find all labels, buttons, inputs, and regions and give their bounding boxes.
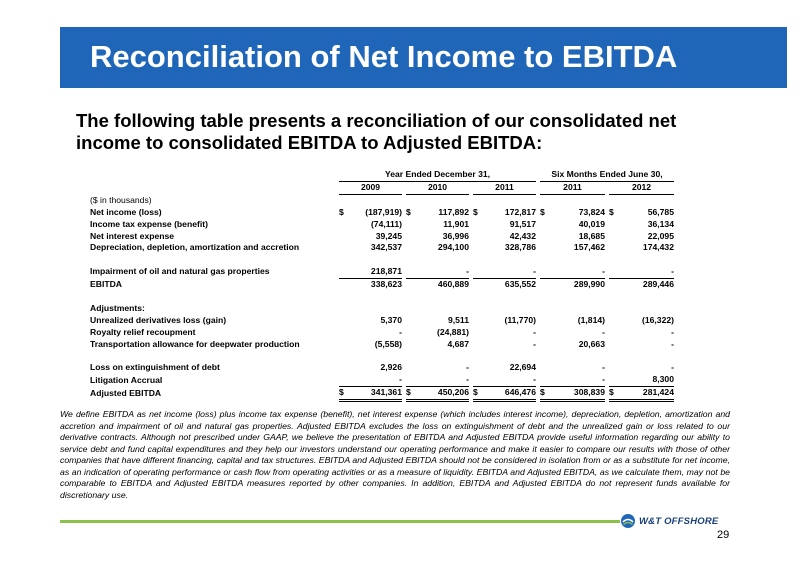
currency-symbol — [609, 254, 619, 266]
currency-symbol — [540, 291, 550, 303]
table-row — [90, 279, 674, 291]
table-row — [90, 254, 674, 266]
currency-symbol — [473, 303, 483, 315]
value-cell: - — [671, 362, 674, 373]
page-number: 29 — [717, 529, 730, 541]
value-cell: 646,476 — [483, 387, 536, 401]
currency-symbol — [540, 254, 550, 266]
currency-symbol — [406, 351, 416, 363]
value-cell — [416, 291, 469, 303]
value-cell: 36,996 — [442, 230, 469, 241]
value-cell: - — [466, 362, 469, 373]
currency-symbol — [473, 242, 483, 254]
ebitda-definition-text: We define EBITDA as net income (loss) plus income tax expense (benefit), net interest expense (which includes interest income), depreciation, depletion, amortization and accretion and impairment of oil and natural gas properties. Adjusted EBITDA excludes the loss on extinguishment of debt and the unrealized gain or loss related to our derivative contracts. Although not prescribed under GAAP, we believe the presentation of EBITDA and Adjusted EBITDA provide useful information regarding our ability to service debt and fund capital expenditures and they help our investors understand our operating performance and make it easier to compare our results with those of other companies that have different financing, capital and tax structures. EBITDA and Adjusted EBITDA should not be considered in isolation from or as a substitute for net income, as an indication of operating performance or cash flow from operating activities or as a measure of liquidity. EBITDA and Adjusted EBITDA, as we calculate them, may not be comparable to EBITDA and Adjusted EBITDA measures reported by other companies. In addition, EBITDA and Adjusted EBITDA do not represent funds available for discretionary use. — [60, 409, 730, 500]
value-cell: 22,694 — [509, 362, 536, 373]
table-row — [90, 291, 674, 303]
value-cell — [349, 303, 402, 315]
value-cell: 157,462 — [573, 242, 605, 253]
row-label: Income tax expense (benefit) — [90, 218, 208, 229]
value-cell: 328,786 — [504, 242, 536, 253]
page-title: Reconciliation of Net Income to EBITDA — [90, 39, 678, 74]
currency-symbol: $ — [473, 387, 483, 401]
table-row — [90, 219, 674, 231]
table-row — [90, 327, 674, 339]
currency-symbol — [406, 362, 416, 374]
currency-symbol — [406, 266, 416, 278]
currency-symbol: $ — [609, 387, 619, 401]
value-cell: 172,817 — [504, 206, 536, 217]
value-cell: (24,881) — [436, 326, 469, 337]
currency-symbol — [473, 362, 483, 374]
value-cell: 91,517 — [509, 218, 536, 229]
currency-symbol — [339, 266, 349, 278]
currency-symbol — [339, 231, 349, 243]
units-label: ($ in thousands) — [90, 194, 152, 205]
value-cell — [550, 351, 605, 363]
currency-symbol — [406, 303, 416, 315]
currency-symbol — [540, 327, 550, 339]
currency-symbol: $ — [339, 206, 344, 217]
value-cell: 117,892 — [438, 206, 469, 217]
value-cell: - — [602, 266, 605, 277]
value-cell: (1,814) — [577, 314, 605, 325]
currency-symbol — [406, 339, 416, 351]
value-cell: 460,889 — [416, 279, 469, 291]
currency-symbol — [406, 231, 416, 243]
value-cell: - — [533, 326, 536, 337]
table-row — [90, 242, 674, 254]
value-cell: - — [399, 326, 402, 337]
table-row — [90, 207, 674, 219]
value-cell: (5,558) — [374, 338, 402, 349]
currency-symbol — [339, 315, 349, 327]
table-row — [90, 231, 674, 243]
value-cell — [619, 351, 674, 363]
value-cell — [483, 254, 536, 266]
value-cell: 289,446 — [619, 279, 674, 291]
value-cell: 450,206 — [416, 387, 469, 401]
group-header-year-ended: Year Ended December 31, — [339, 169, 536, 181]
currency-symbol — [406, 291, 416, 303]
logo-text: W&T OFFSHORE — [639, 515, 719, 527]
value-cell: - — [602, 374, 605, 385]
currency-symbol — [473, 374, 483, 386]
value-cell: 42,432 — [509, 230, 536, 241]
currency-symbol — [406, 254, 416, 266]
value-cell: 218,871 — [370, 266, 402, 277]
value-cell: - — [602, 362, 605, 373]
value-cell — [349, 291, 402, 303]
currency-symbol — [339, 242, 349, 254]
currency-symbol — [339, 374, 349, 386]
value-cell: 8,300 — [652, 374, 674, 385]
year-header-row — [90, 181, 674, 194]
value-cell: 56,785 — [647, 206, 674, 217]
reconciliation-table — [90, 169, 674, 402]
currency-symbol — [339, 291, 349, 303]
currency-symbol — [406, 279, 416, 291]
currency-symbol — [473, 351, 483, 363]
value-cell: 338,623 — [349, 279, 402, 291]
currency-symbol: $ — [406, 387, 416, 401]
value-cell: 289,990 — [550, 279, 605, 291]
value-cell: 9,511 — [447, 314, 469, 325]
currency-symbol — [609, 266, 619, 278]
year-header: 2011 — [473, 181, 536, 194]
currency-symbol — [473, 339, 483, 351]
value-cell: 342,537 — [370, 242, 402, 253]
value-cell — [483, 303, 536, 315]
currency-symbol — [540, 231, 550, 243]
logo-globe-icon — [620, 513, 636, 529]
currency-symbol — [473, 315, 483, 327]
value-cell: 281,424 — [619, 387, 674, 401]
footer-divider — [60, 520, 620, 523]
value-cell: - — [671, 266, 674, 277]
row-label: Loss on extinguishment of debt — [90, 362, 220, 373]
value-cell: (74,111) — [370, 218, 402, 229]
value-cell: 341,361 — [349, 387, 402, 401]
value-cell: - — [671, 326, 674, 337]
value-cell: 5,370 — [380, 314, 402, 325]
currency-symbol — [609, 351, 619, 363]
currency-symbol — [339, 327, 349, 339]
intro-text: The following table presents a reconciliation of our consolidated net income to consolidated EBITDA to Adjusted EBITDA: — [76, 110, 677, 153]
currency-symbol — [339, 351, 349, 363]
value-cell: - — [671, 338, 674, 349]
row-label: Adjusted EBITDA — [90, 387, 162, 398]
value-cell: 635,552 — [483, 279, 536, 291]
table-row — [90, 387, 674, 401]
value-cell: 36,134 — [647, 218, 674, 229]
value-cell: 20,663 — [578, 338, 605, 349]
value-cell: 73,824 — [578, 206, 605, 217]
value-cell: - — [466, 374, 469, 385]
value-cell — [483, 291, 536, 303]
year-header: 2009 — [339, 181, 402, 194]
group-header-six-months: Six Months Ended June 30, — [540, 169, 674, 181]
currency-symbol — [473, 254, 483, 266]
value-cell — [416, 351, 469, 363]
value-cell: - — [399, 374, 402, 385]
year-header: 2011 — [540, 181, 605, 194]
currency-symbol: $ — [609, 206, 614, 217]
year-header: 2012 — [609, 181, 674, 194]
value-cell — [619, 254, 674, 266]
currency-symbol — [473, 231, 483, 243]
currency-symbol: $ — [406, 206, 411, 217]
currency-symbol — [540, 279, 550, 291]
value-cell: (16,322) — [641, 314, 674, 325]
currency-symbol — [406, 327, 416, 339]
value-cell: 11,901 — [443, 218, 469, 229]
currency-symbol — [339, 219, 349, 231]
currency-symbol — [609, 219, 619, 231]
value-cell: 294,100 — [437, 242, 469, 253]
currency-symbol — [473, 219, 483, 231]
value-cell: (11,770) — [504, 314, 536, 325]
currency-symbol — [540, 266, 550, 278]
currency-symbol — [339, 339, 349, 351]
row-label: Litigation Accrual — [90, 374, 163, 385]
value-cell: - — [533, 338, 536, 349]
table-row — [90, 374, 674, 386]
currency-symbol — [406, 219, 416, 231]
value-cell — [416, 254, 469, 266]
value-cell — [550, 303, 605, 315]
currency-symbol — [473, 291, 483, 303]
value-cell: 22,095 — [647, 230, 674, 241]
row-label: Impairment of oil and natural gas properties — [90, 266, 270, 277]
currency-symbol — [609, 291, 619, 303]
value-cell — [619, 303, 674, 315]
currency-symbol — [609, 303, 619, 315]
currency-symbol — [609, 327, 619, 339]
row-label: Unrealized derivatives loss (gain) — [90, 314, 227, 325]
value-cell: 4,687 — [447, 338, 469, 349]
currency-symbol — [609, 242, 619, 254]
company-logo — [620, 511, 718, 531]
value-cell: (187,919) — [365, 206, 402, 217]
table-row — [90, 362, 674, 374]
currency-symbol — [406, 242, 416, 254]
value-cell: - — [533, 266, 536, 277]
year-header: 2010 — [406, 181, 469, 194]
currency-symbol — [406, 374, 416, 386]
title-banner — [60, 27, 787, 88]
row-label: EBITDA — [90, 278, 122, 289]
currency-symbol: $ — [339, 387, 349, 401]
currency-symbol — [609, 315, 619, 327]
currency-symbol — [473, 327, 483, 339]
currency-symbol — [609, 231, 619, 243]
currency-symbol — [473, 266, 483, 278]
currency-symbol: $ — [540, 206, 545, 217]
value-cell: - — [533, 374, 536, 385]
value-cell: 40,019 — [578, 218, 605, 229]
value-cell: - — [466, 266, 469, 277]
table-row — [90, 339, 674, 351]
currency-symbol — [339, 254, 349, 266]
row-label: Net income (loss) — [90, 206, 162, 217]
value-cell — [550, 291, 605, 303]
currency-symbol — [540, 374, 550, 386]
row-label — [90, 351, 335, 363]
row-label: Depreciation, depletion, amortization and accretion — [90, 242, 300, 253]
value-cell: 308,839 — [550, 387, 605, 401]
row-label: Net interest expense — [90, 230, 175, 241]
table-row — [90, 303, 674, 315]
value-cell: 39,245 — [375, 230, 402, 241]
currency-symbol — [540, 351, 550, 363]
row-label — [90, 291, 335, 303]
value-cell — [349, 254, 402, 266]
table-row — [90, 351, 674, 363]
currency-symbol: $ — [473, 206, 478, 217]
currency-symbol — [540, 219, 550, 231]
table-row — [90, 266, 674, 278]
value-cell: 2,926 — [380, 362, 402, 373]
value-cell: 18,685 — [578, 230, 605, 241]
value-cell — [349, 351, 402, 363]
currency-symbol — [609, 374, 619, 386]
row-label: Transportation allowance for deepwater production — [90, 338, 300, 349]
row-label: Adjustments: — [90, 302, 145, 313]
currency-symbol — [339, 362, 349, 374]
currency-symbol: $ — [540, 387, 550, 401]
currency-symbol — [609, 362, 619, 374]
units-row — [90, 194, 674, 206]
currency-symbol — [540, 303, 550, 315]
value-cell — [619, 291, 674, 303]
value-cell: - — [602, 326, 605, 337]
currency-symbol — [540, 362, 550, 374]
currency-symbol — [609, 339, 619, 351]
row-label: Royalty relief recoupment — [90, 326, 196, 337]
value-cell — [550, 254, 605, 266]
value-cell — [416, 303, 469, 315]
currency-symbol — [339, 303, 349, 315]
table-row — [90, 315, 674, 327]
currency-symbol — [473, 279, 483, 291]
currency-symbol — [406, 315, 416, 327]
row-label — [90, 254, 335, 266]
currency-symbol — [540, 339, 550, 351]
group-header-row — [90, 169, 674, 181]
currency-symbol — [339, 279, 349, 291]
value-cell — [483, 351, 536, 363]
value-cell: 174,432 — [642, 242, 674, 253]
currency-symbol — [540, 242, 550, 254]
currency-symbol — [540, 315, 550, 327]
currency-symbol — [609, 279, 619, 291]
